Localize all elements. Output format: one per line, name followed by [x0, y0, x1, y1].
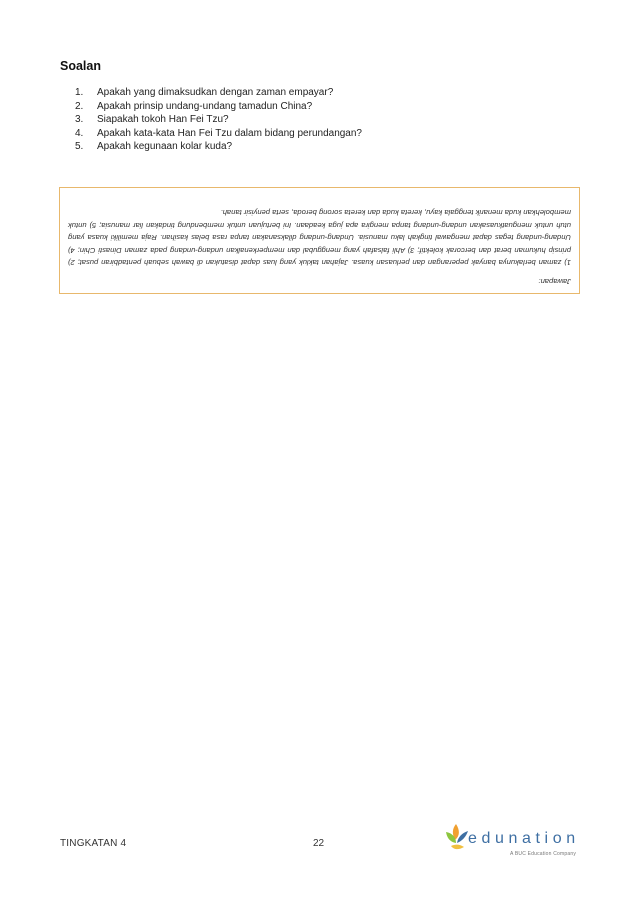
- logo-tagline: A BUC Education Company: [510, 851, 577, 857]
- question-list: [75, 86, 362, 154]
- question-number: 5.: [75, 141, 84, 152]
- question-text: Apakah kata-kata Han Fei Tzu dalam bidang perundangan?: [97, 127, 362, 139]
- question-item: [75, 100, 362, 114]
- question-number: 1.: [75, 87, 84, 98]
- question-text: Apakah yang dimaksudkan dengan zaman empayar?: [97, 87, 334, 98]
- question-item: [75, 86, 362, 100]
- section-title: Soalan: [60, 59, 101, 73]
- answer-content-upside-down: [68, 194, 571, 287]
- question-text: Apakah kegunaan kolar kuda?: [97, 141, 233, 152]
- question-number: 2.: [75, 100, 84, 112]
- question-text: Siapakah tokoh Han Fei Tzu?: [97, 114, 229, 125]
- question-number: 3.: [75, 114, 84, 125]
- answer-label: Jawapan:: [538, 277, 571, 286]
- logo-wordmark: edunation: [468, 830, 580, 847]
- question-number: 4.: [75, 127, 84, 139]
- answer-box: [59, 187, 580, 294]
- edunation-logo: [440, 822, 590, 862]
- page-number: 22: [313, 838, 325, 849]
- question-item: [75, 113, 362, 127]
- answer-text: 1) zaman berlakunya banyak peperangan dan perluasan kuasa. Jajahan takluk yang luas dapat disatukan di bawah sebuah pentadbiran pusat; 2) prinsip hukuman berat dan bercorak kolektif; 3) Ahli falsafah yang menggubal dan memperkenalkan undang-undang pada zaman Dinasti Chin; 4) Undang-undang tegas dapat mengawal tingkah laku manusia. Undang-undang dilaksanakan tanpa rasa belas kasihan. Raja memiliki kuasa yang utuh untuk menguatkuasakan undang-undang tanpa mengira apa juga keadaan. Ini bertujuan untuk membendung tindakan liar manusia; 5) untuk membolehkan kuda menarik tenggala kayu, kereta kuda dan kereta sorong beroda, serta penyisir tanah.: [68, 208, 571, 268]
- question-item: [75, 140, 362, 154]
- footer-level: TINGKATAN 4: [60, 838, 127, 849]
- question-item: [75, 127, 362, 141]
- question-text: Apakah prinsip undang-undang tamadun China?: [97, 100, 313, 112]
